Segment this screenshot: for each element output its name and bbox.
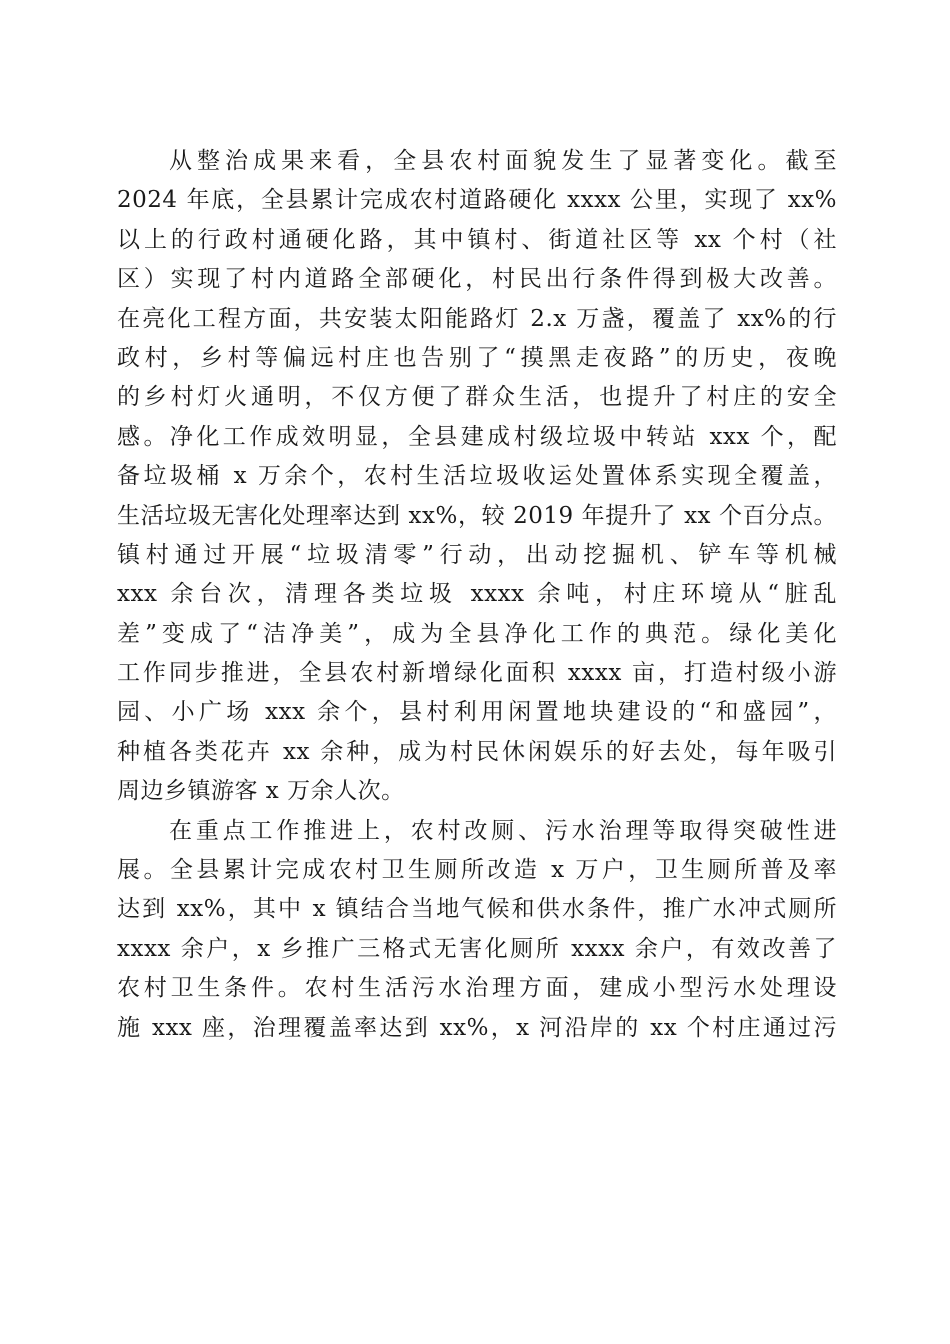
paragraph-1-line-16: 种植各类花卉 xx 余种，成为村民休闲娱乐的好去处，每年吸引 <box>117 738 837 765</box>
paragraph-1-line-6: 政村，乡村等偏远村庄也告别了“摸黑走夜路”的历史，夜晚 <box>117 344 837 371</box>
paragraph-2-line-3: 达到 xx%，其中 x 镇结合当地气候和供水条件，推广水冲式厕所 <box>117 896 837 923</box>
paragraph-1-line-12: xxx 余台次，清理各类垃圾 xxxx 余吨，村庄环境从“脏乱 <box>117 581 837 608</box>
paragraph-2-line-4: xxxx 余户，x 乡推广三格式无害化厕所 xxxx 余户，有效改善了 <box>117 935 837 962</box>
paragraph-1-line-14: 工作同步推进，全县农村新增绿化面积 xxxx 亩，打造村级小游 <box>117 660 837 687</box>
paragraph-1-line-17: 周边乡镇游客 x 万余人次。 <box>117 778 405 805</box>
paragraph-1-line-15: 园、小广场 xxx 余个，县村利用闲置地块建设的“和盛园”， <box>117 699 837 726</box>
paragraph-2-line-5: 农村卫生条件。农村生活污水治理方面，建成小型污水处理设 <box>117 975 837 1002</box>
paragraph-1-line-9: 备垃圾桶 x 万余个，农村生活垃圾收运处置体系实现全覆盖， <box>117 463 837 490</box>
paragraph-1-line-11: 镇村通过开展“垃圾清零”行动，出动挖掘机、铲车等机械 <box>117 541 837 568</box>
paragraph-1-line-1: 从整治成果来看，全县农村面貌发生了显著变化。截至 <box>169 148 837 174</box>
paragraph-2-line-2: 展。全县累计完成农村卫生厕所改造 x 万户，卫生厕所普及率 <box>117 857 837 884</box>
paragraph-1-line-4: 区）实现了村内道路全部硬化，村民出行条件得到极大改善。 <box>117 266 837 293</box>
paragraph-1-line-10: 生活垃圾无害化处理率达到 xx%，较 2019 年提升了 xx 个百分点。 <box>117 502 837 529</box>
paragraph-1-line-5: 在亮化工程方面，共安装太阳能路灯 2.x 万盏，覆盖了 xx%的行 <box>117 305 837 332</box>
paragraph-1-line-13: 差”变成了“洁净美”，成为全县净化工作的典范。绿化美化 <box>117 620 837 647</box>
paragraph-1-line-3: 以上的行政村通硬化路，其中镇村、街道社区等 xx 个村（社 <box>117 226 837 253</box>
paragraph-1-line-7: 的乡村灯火通明，不仅方便了群众生活，也提升了村庄的安全 <box>117 384 837 411</box>
paragraph-2-line-1: 在重点工作推进上，农村改厕、污水治理等取得突破性进 <box>169 817 837 844</box>
paragraph-1-line-8: 感。净化工作成效明显，全县建成村级垃圾中转站 xxx 个，配 <box>117 423 837 450</box>
paragraph-1-line-2: 2024 年底，全县累计完成农村道路硬化 xxxx 公里，实现了 xx% <box>117 187 837 214</box>
document-body <box>117 142 837 1048</box>
paragraph-2-line-6: 施 xxx 座，治理覆盖率达到 xx%，x 河沿岸的 xx 个村庄通过污 <box>117 1014 837 1041</box>
